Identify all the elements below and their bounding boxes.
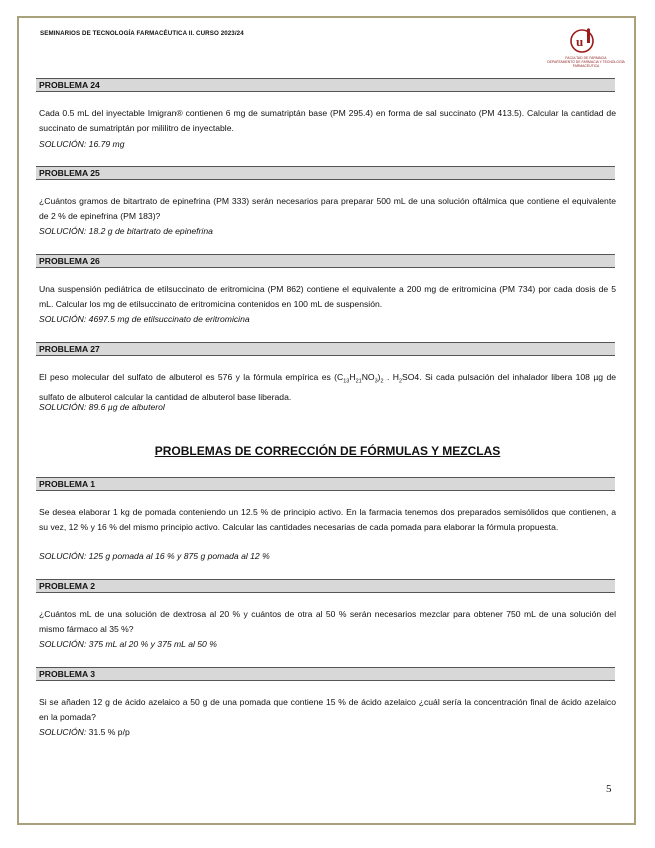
problem-25-solution: SOLUCIÓN: 18.2 g de bitartrato de epinefrina (39, 226, 213, 236)
page-number: 5 (606, 783, 612, 795)
problem-24-text: Cada 0.5 mL del inyectable Imigran® contienen 6 mg de sumatriptán base (PM 295.4) en forma de sal succinato (PM 413.5). Calcular la cantidad de succinato de sumatriptán por mililitro de inyectable. (39, 108, 616, 133)
university-logo (542, 27, 630, 67)
problem-26-title: PROBLEMA 26 (36, 254, 615, 268)
problem-27-solution: SOLUCIÓN: 89.6 µg de albuterol (39, 402, 165, 412)
problem-2-title: PROBLEMA 2 (36, 579, 615, 593)
problem-3-title: PROBLEMA 3 (36, 667, 615, 681)
problem-1-title: PROBLEMA 1 (36, 477, 615, 491)
logo-caption: FACULTAD DE FARMACIA DEPARTAMENTO DE FARMACIA Y TECNOLOGÍA FARMACÉUTICA (547, 56, 625, 68)
problem-1-solution: SOLUCIÓN: 125 g pomada al 16 % y 875 g pomada al 12 % (39, 551, 270, 561)
problem-3-solution: SOLUCIÓN: 31.5 % p/p (39, 727, 130, 737)
problem-26-text: Una suspensión pediátrica de etilsuccinato de eritromicina (PM 862) contiene el equivalente a 200 mg de eritromicina (PM 734) por cada dosis de 5 mL. Calcular los mg de etilsuccinato de eritromicina contenidos en 100 mL de suspensión. (39, 284, 616, 309)
problem-2-text: ¿Cuántos mL de una solución de dextrosa al 20 % y cuántos de otra al 50 % serán necesarios mezclar para obtener 750 mL de una solución del mismo fármaco al 35 %? (39, 609, 616, 634)
seal-icon (542, 27, 630, 57)
problem-1-text: Se desea elaborar 1 kg de pomada conteniendo un 12.5 % de principio activo. En la farmacia tenemos dos preparados semisólidos que contienen, a su vez, 12 % y 16 % del mismo principio activo. Calcular las cantidades necesarias de cada pomada para elaborar la fórmula propuesta. (39, 507, 616, 532)
problem-25-text: ¿Cuántos gramos de bitartrato de epinefrina (PM 333) serán necesarios para preparar 500 mL de una solución oftálmica que contiene el equivalente de 2 % de epinefrina (PM 183)? (39, 196, 616, 221)
problem-26-solution: SOLUCIÓN: 4697.5 mg de etilsuccinato de eritromicina (39, 314, 250, 324)
problem-3-text: Si se añaden 12 g de ácido azelaico a 50 g de una pomada que contiene 15 % de ácido azelaico ¿cuál sería la concentración final de ácido azelaico en la pomada? (39, 697, 616, 722)
problem-24-solution: SOLUCIÓN: 16.79 mg (39, 139, 125, 149)
problem-24-title: PROBLEMA 24 (36, 78, 615, 92)
problem-27-title: PROBLEMA 27 (36, 342, 615, 356)
problem-25-title: PROBLEMA 25 (36, 166, 615, 180)
svg-text:u: u (576, 34, 584, 49)
section-title: PROBLEMAS DE CORRECCIÓN DE FÓRMULAS Y MEZCLAS (154, 444, 501, 458)
problem-2-solution: SOLUCIÓN: 375 mL al 20 % y 375 mL al 50 % (39, 639, 217, 649)
problem-27-text: El peso molecular del sulfato de albuterol es 576 y la fórmula empírica es $(C_{13}H_{21}NO_3)_2$ . $H_2SO4$. Si cada pulsación del inhalador libera 108 µg de sulfato de albuterol calcular la cantidad de albuterol base liberada. (39, 372, 617, 402)
course-header: SEMINARIOS DE TECNOLOGÍA FARMACÉUTICA II. CURSO 2023/24 (40, 30, 244, 37)
